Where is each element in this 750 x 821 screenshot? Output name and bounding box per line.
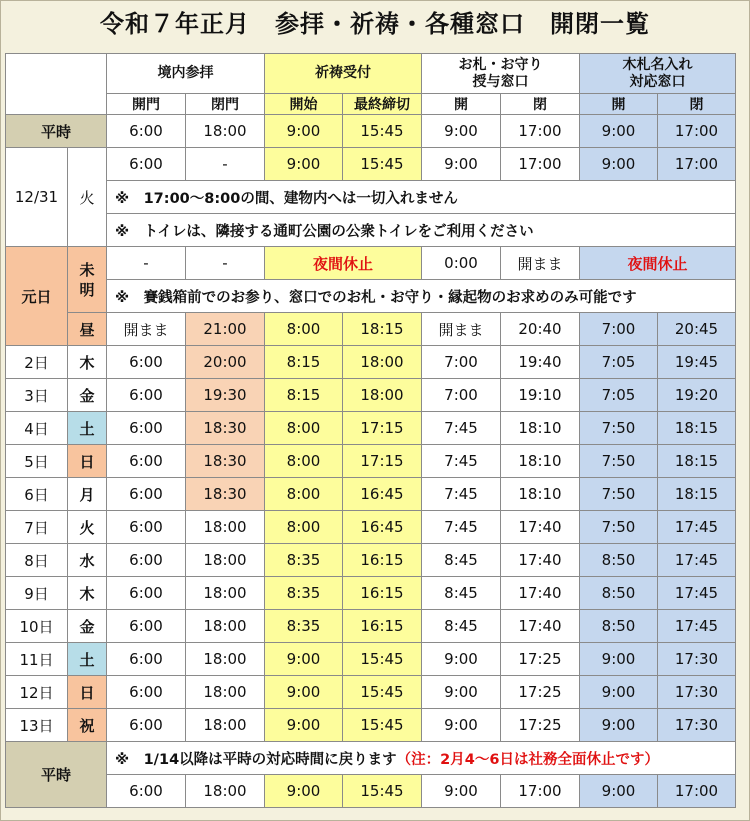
cell: 18:10: [501, 445, 580, 478]
cell: 17:00: [501, 115, 580, 148]
row-day: 火: [68, 511, 107, 544]
row-day: 月: [68, 478, 107, 511]
cell: 19:10: [501, 379, 580, 412]
page-title: 令和７年正月 参拝・祈祷・各種窓口 開閉一覧: [100, 10, 650, 38]
row-date: 12日: [6, 676, 68, 709]
cell: 17:25: [501, 643, 580, 676]
cell: 18:00: [186, 643, 265, 676]
cell: 8:50: [580, 544, 658, 577]
cell: 8:45: [422, 610, 501, 643]
row-day: 日: [68, 676, 107, 709]
cell: 7:45: [422, 445, 501, 478]
cell: 6:00: [107, 412, 186, 445]
cell: 18:00: [186, 709, 265, 742]
mimei-kifuda-closed: 夜間休止: [580, 247, 736, 280]
cell: 19:20: [658, 379, 736, 412]
cell: 20:45: [658, 313, 736, 346]
cell: 9:00: [422, 643, 501, 676]
cell: 7:00: [422, 379, 501, 412]
cell: 8:45: [422, 544, 501, 577]
row-day: 土: [68, 643, 107, 676]
footer-note-red: （注：2月4～6日は社務全面休止です）: [396, 751, 659, 768]
cell: 18:10: [501, 478, 580, 511]
cell: 17:00: [658, 775, 736, 808]
cell: 9:00: [580, 709, 658, 742]
ganjitsu-note-row: [6, 280, 736, 313]
cell: 8:00: [265, 445, 343, 478]
cell: 16:45: [343, 478, 422, 511]
dec31-row: [6, 148, 736, 181]
ganjitsu-label: 元日: [6, 247, 68, 346]
cell: 7:50: [580, 511, 658, 544]
cell: 19:30: [186, 379, 265, 412]
header-kifuda: [580, 54, 736, 94]
subheader-kifuda-open: 開: [580, 94, 658, 115]
cell: 16:15: [343, 577, 422, 610]
cell: 18:30: [186, 412, 265, 445]
row-day: 木: [68, 346, 107, 379]
cell: 9:00: [422, 676, 501, 709]
cell: 19:45: [658, 346, 736, 379]
cell: -: [186, 148, 265, 181]
cell: 9:00: [265, 676, 343, 709]
cell: 18:10: [501, 412, 580, 445]
cell: 6:00: [107, 511, 186, 544]
cell: 17:00: [501, 775, 580, 808]
cell: 17:25: [501, 709, 580, 742]
cell: 8:00: [265, 478, 343, 511]
cell: 15:45: [343, 676, 422, 709]
cell: 8:50: [580, 610, 658, 643]
cell: 9:00: [422, 115, 501, 148]
row-day: 金: [68, 610, 107, 643]
header-ofuda-line2: 授与窓口: [472, 73, 529, 90]
cell: 18:15: [658, 412, 736, 445]
cell: 7:50: [580, 478, 658, 511]
cell: 9:00: [422, 709, 501, 742]
row-day: 土: [68, 412, 107, 445]
subheader-close: 閉門: [186, 94, 265, 115]
subheader-start: 開始: [265, 94, 343, 115]
cell: 8:15: [265, 346, 343, 379]
ganjitsu-hiru-row: [6, 313, 736, 346]
cell: 17:40: [501, 544, 580, 577]
cell: 9:00: [580, 148, 658, 181]
cell: 6:00: [107, 643, 186, 676]
row-date: 6日: [6, 478, 68, 511]
cell: 9:00: [265, 643, 343, 676]
cell: 7:00: [422, 346, 501, 379]
footer-label: 平時: [6, 742, 107, 808]
cell: 6:00: [107, 709, 186, 742]
cell: 7:05: [580, 379, 658, 412]
cell: 7:45: [422, 478, 501, 511]
dec31-note2: ※ トイレは、隣接する通町公園の公衆トイレをご利用ください: [107, 214, 736, 247]
subheader-open: 開門: [107, 94, 186, 115]
cell: 17:45: [658, 544, 736, 577]
dec31-day: 火: [68, 148, 107, 247]
cell: 7:45: [422, 511, 501, 544]
row-day: 木: [68, 577, 107, 610]
row-date: 2日: [6, 346, 68, 379]
dec31-note1-row: [6, 181, 736, 214]
row-day: 日: [68, 445, 107, 478]
cell: 9:00: [580, 676, 658, 709]
cell: 18:30: [186, 445, 265, 478]
mimei-kito-closed: 夜間休止: [265, 247, 422, 280]
header-row: [6, 54, 736, 94]
footer-note: [107, 742, 736, 775]
cell: 15:45: [343, 115, 422, 148]
cell: 18:00: [186, 610, 265, 643]
cell: 18:00: [186, 544, 265, 577]
cell: 6:00: [107, 577, 186, 610]
table-row: [6, 346, 736, 379]
table-row: [6, 445, 736, 478]
cell: 9:00: [422, 775, 501, 808]
cell: 19:40: [501, 346, 580, 379]
cell: 18:15: [658, 478, 736, 511]
cell: 17:30: [658, 676, 736, 709]
cell: 6:00: [107, 379, 186, 412]
cell: 6:00: [107, 544, 186, 577]
cell: 17:30: [658, 643, 736, 676]
cell: 17:15: [343, 412, 422, 445]
row-date: 8日: [6, 544, 68, 577]
header-ofuda-line1: お札・お守り: [458, 56, 543, 73]
header-kito: 祈祷受付: [265, 54, 422, 94]
row-date: 7日: [6, 511, 68, 544]
row-date: 4日: [6, 412, 68, 445]
cell: 17:40: [501, 577, 580, 610]
cell: 7:00: [580, 313, 658, 346]
row-date: 10日: [6, 610, 68, 643]
cell: 7:45: [422, 412, 501, 445]
cell: 15:45: [343, 148, 422, 181]
cell: 18:00: [186, 775, 265, 808]
header-ofuda: [422, 54, 580, 94]
cell: 18:15: [343, 313, 422, 346]
cell: 20:00: [186, 346, 265, 379]
subheader-kifuda-close: 閉: [658, 94, 736, 115]
cell: 開まま: [422, 313, 501, 346]
cell: 15:45: [343, 643, 422, 676]
dec31-note2-row: [6, 214, 736, 247]
cell: 17:40: [501, 610, 580, 643]
cell: 8:00: [265, 313, 343, 346]
cell: 9:00: [265, 709, 343, 742]
cell: 6:00: [107, 115, 186, 148]
cell: 9:00: [580, 115, 658, 148]
cell: 17:00: [501, 148, 580, 181]
cell: 8:15: [265, 379, 343, 412]
dec31-note1: ※ 17:00～8:00の間、建物内へは一切入れません: [107, 181, 736, 214]
cell: 9:00: [422, 148, 501, 181]
subheader-last: 最終締切: [343, 94, 422, 115]
cell: 17:45: [658, 577, 736, 610]
cell: 15:45: [343, 775, 422, 808]
table-row: [6, 709, 736, 742]
cell: 18:15: [658, 445, 736, 478]
cell: 6:00: [107, 676, 186, 709]
mimei-label: [68, 247, 107, 313]
cell: 21:00: [186, 313, 265, 346]
cell: 18:00: [186, 511, 265, 544]
row-date: 9日: [6, 577, 68, 610]
cell: 15:45: [343, 709, 422, 742]
cell: 16:15: [343, 610, 422, 643]
ganjitsu-note: ※ 賽銭箱前でのお参り、窓口でのお札・お守り・縁起物のお求めのみ可能です: [107, 280, 736, 313]
cell: 16:15: [343, 544, 422, 577]
cell: 6:00: [107, 775, 186, 808]
cell: -: [186, 247, 265, 280]
subheader-row: [6, 94, 736, 115]
cell: 開まま: [501, 247, 580, 280]
cell: 6:00: [107, 478, 186, 511]
cell: 18:30: [186, 478, 265, 511]
table-row: [6, 379, 736, 412]
header-kifuda-line1: 木札名入れ: [622, 56, 693, 73]
footer-values-row: [6, 775, 736, 808]
cell: 18:00: [343, 346, 422, 379]
cell: 6:00: [107, 148, 186, 181]
dec31-date: 12/31: [6, 148, 68, 247]
table-row: [6, 643, 736, 676]
cell: 8:50: [580, 577, 658, 610]
cell: 18:00: [186, 115, 265, 148]
cell: 6:00: [107, 346, 186, 379]
cell: 開まま: [107, 313, 186, 346]
cell: 6:00: [107, 445, 186, 478]
cell: -: [107, 247, 186, 280]
cell: 9:00: [580, 775, 658, 808]
row-date: 13日: [6, 709, 68, 742]
cell: 17:25: [501, 676, 580, 709]
footer-note-row: [6, 742, 736, 775]
row-date: 5日: [6, 445, 68, 478]
cell: 18:00: [343, 379, 422, 412]
schedule-table: [5, 53, 736, 808]
heiji-row: [6, 115, 736, 148]
footer-note-main: ※ 1/14以降は平時の対応時間に戻ります: [115, 751, 397, 768]
cell: 7:50: [580, 412, 658, 445]
table-row: [6, 478, 736, 511]
cell: 9:00: [580, 643, 658, 676]
table-row: [6, 511, 736, 544]
table-row: [6, 412, 736, 445]
cell: 7:50: [580, 445, 658, 478]
table-row: [6, 610, 736, 643]
row-day: 祝: [68, 709, 107, 742]
hiru-label: 昼: [68, 313, 107, 346]
cell: 8:35: [265, 544, 343, 577]
cell: 8:45: [422, 577, 501, 610]
header-blank: [6, 54, 107, 115]
cell: 8:00: [265, 412, 343, 445]
cell: 16:45: [343, 511, 422, 544]
cell: 7:05: [580, 346, 658, 379]
subheader-ofuda-open: 開: [422, 94, 501, 115]
header-kifuda-line2: 対応窓口: [629, 73, 686, 90]
cell: 8:00: [265, 511, 343, 544]
row-day: 金: [68, 379, 107, 412]
row-date: 3日: [6, 379, 68, 412]
table-row: [6, 577, 736, 610]
header-keidai: 境内参拝: [107, 54, 265, 94]
cell: 6:00: [107, 610, 186, 643]
cell: 18:00: [186, 676, 265, 709]
cell: 8:35: [265, 610, 343, 643]
cell: 9:00: [265, 115, 343, 148]
row-date: 11日: [6, 643, 68, 676]
cell: 20:40: [501, 313, 580, 346]
subheader-ofuda-close: 閉: [501, 94, 580, 115]
cell: 17:30: [658, 709, 736, 742]
cell: 9:00: [265, 775, 343, 808]
cell: 8:35: [265, 577, 343, 610]
heiji-label: 平時: [6, 115, 107, 148]
row-day: 水: [68, 544, 107, 577]
ganjitsu-mimei-row: [6, 247, 736, 280]
cell: 17:45: [658, 511, 736, 544]
cell: 17:45: [658, 610, 736, 643]
cell: 17:00: [658, 148, 736, 181]
cell: 0:00: [422, 247, 501, 280]
mimei-label-text: 未明: [79, 260, 95, 299]
cell: 9:00: [265, 148, 343, 181]
cell: 17:40: [501, 511, 580, 544]
table-row: [6, 544, 736, 577]
cell: 17:15: [343, 445, 422, 478]
table-row: [6, 676, 736, 709]
cell: 17:00: [658, 115, 736, 148]
cell: 18:00: [186, 577, 265, 610]
